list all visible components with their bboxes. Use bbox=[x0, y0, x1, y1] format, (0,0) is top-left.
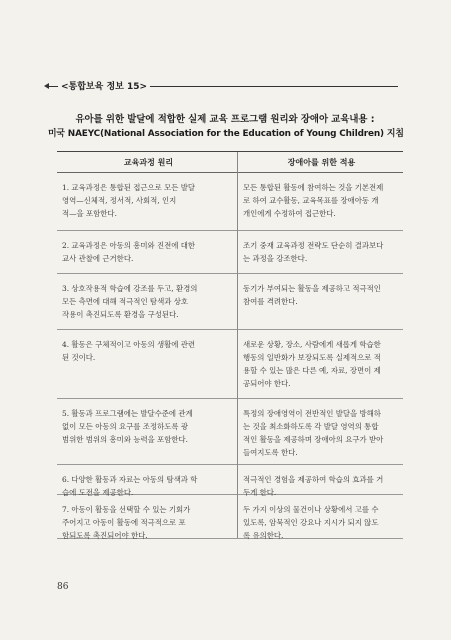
page-number: 86 bbox=[57, 582, 69, 592]
table-row bbox=[57, 464, 403, 495]
application-cell: 두 가지 이상의 물건이나 상황에서 고를 수 있도록, 암묵적인 강요나 지시가 되지 않도 록 유의한다. bbox=[243, 505, 379, 540]
principle-cell: 3. 상호작용적 학습에 강조를 두고, 환경의 모든 측면에 대해 적극적인 탐색과 상호 작용이 촉진되도록 환경을 구성된다. bbox=[62, 284, 198, 319]
column-divider bbox=[237, 152, 238, 538]
principle-cell: 6. 다양한 활동과 자료는 아동의 탐색과 학 습에 도전을 제공한다. bbox=[62, 475, 198, 497]
application-cell: 동기가 부여되는 활동을 제공하고 적극적인 참여를 격려한다. bbox=[243, 284, 381, 306]
table-row bbox=[57, 329, 403, 399]
table-row bbox=[57, 494, 403, 539]
title-line-2: 미국 NAEYC(National Association for the Education of Young Children) 지침 bbox=[48, 129, 404, 139]
application-cell: 모든 통합된 활동에 참여하는 것을 기본전제 로 하여 교수활동, 교육목표를 장애아동 개 개인에게 수정하여 접근한다. bbox=[243, 183, 384, 218]
application-cell: 조기 중재 교육과정 전략도 단순히 결과보다 는 과정을 강조한다. bbox=[243, 241, 384, 263]
guideline-table bbox=[57, 151, 403, 539]
principle-cell: 5. 활동과 프로그램에는 발달수준에 관계 없이 모든 아동의 요구를 조정하도록 광 범위한 범위의 흥미와 능력을 포함한다. bbox=[62, 409, 193, 444]
application-cell: 새로운 상황, 장소, 사람에게 새롭게 학습한 행동의 일반화가 보장되도록 실제적으로 적 용할 수 있는 많은 다른 예, 자료, 장면이 제 공되어야 한다. bbox=[243, 340, 381, 388]
header-right: 장애아를 위한 적용 bbox=[287, 158, 356, 167]
principle-cell: 7. 아동이 활동을 선택할 수 있는 기회가 주어지고 아동이 활동에 적극적으로 포 함되도록 촉진되어야 한다. bbox=[62, 505, 191, 540]
table-row bbox=[57, 230, 403, 274]
box-tag: <통합보육 정보 15> bbox=[58, 79, 150, 92]
table-row bbox=[57, 172, 403, 231]
principle-cell: 2. 교육과정은 아동의 흥미와 진전에 대한 교사 관찰에 근거한다. bbox=[62, 241, 196, 263]
table-header bbox=[57, 152, 403, 173]
header-left: 교육과정 원리 bbox=[123, 158, 174, 167]
title-line-1: 유아를 위한 발달에 적합한 실제 교육 프로그램 원리와 장애아 교육내용 : bbox=[75, 114, 375, 125]
application-cell: 특정의 장애영역이 전반적인 발달을 방해하 는 것을 최소화하도록 각 발달 영역의 통합 적인 활동을 제공하며 장애아의 요구가 받아 들여지도록 한다. bbox=[243, 409, 384, 457]
principle-cell: 1. 교육과정은 통합된 접근으로 모든 발달 영역—신체적, 정서적, 사회적, 인지 적—을 포함한다. bbox=[62, 183, 196, 218]
principle-cell: 4. 활동은 구체적이고 아동의 생활에 관련 된 것이다. bbox=[62, 340, 196, 362]
table-row bbox=[57, 273, 403, 330]
application-cell: 적극적인 경험을 제공하여 학습의 효과를 거 두게 한다. bbox=[243, 475, 384, 497]
table-row bbox=[57, 398, 403, 465]
